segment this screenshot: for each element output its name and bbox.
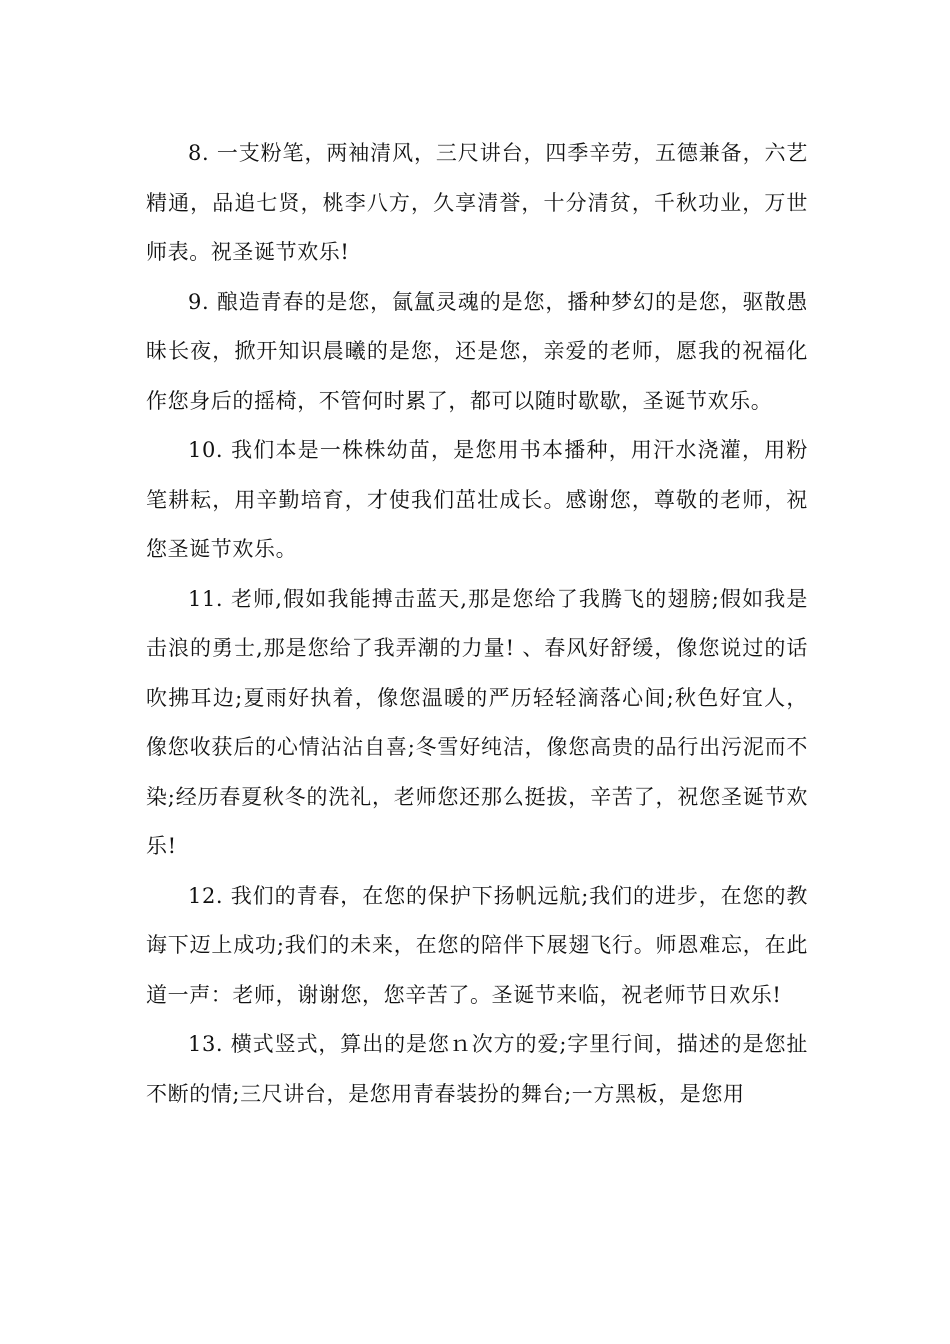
- paragraph-10: 10. 我们本是一株株幼苗，是您用书本播种，用汗水浇灌，用粉笔耕耘，用辛勤培育，才使我们茁壮成长。感谢您，尊敬的老师，祝您圣诞节欢乐。: [146, 438, 808, 561]
- document-body: [146, 129, 808, 1119]
- paragraph-8: 8. 一支粉笔，两袖清风，三尺讲台，四季辛劳，五德兼备，六艺精通，品追七贤，桃李八方，久享清誉，十分清贫，千秋功业，万世师表。祝圣诞节欢乐!: [146, 141, 808, 264]
- paragraph-13: 13. 横式竖式，算出的是您ｎ次方的爱;字里行间，描述的是您扯不断的情;三尺讲台，是您用青春装扮的舞台;一方黑板，是您用: [146, 1032, 808, 1106]
- paragraph-11: 11. 老师,假如我能搏击蓝天,那是您给了我腾飞的翅膀;假如我是击浪的勇士,那是您给了我弄潮的力量! 、春风好舒缓，像您说过的话吹拂耳边;夏雨好执着，像您温暖的严历轻轻滴落心间;秋色好宜人，像您收获后的心情沾沾自喜;冬雪好纯洁，像您高贵的品行出污泥而不染;经历春夏秋冬的洗礼，老师您还那么挺拔，辛苦了，祝您圣诞节欢乐!: [146, 586, 808, 858]
- paragraph-12: 12. 我们的青春，在您的保护下扬帆远航;我们的进步，在您的教诲下迈上成功;我们的未来，在您的陪伴下展翅飞行。师恩难忘，在此道一声：老师，谢谢您，您辛苦了。圣诞节来临，祝老师节日欢乐!: [146, 883, 808, 1007]
- paragraph-9: 9. 酿造青春的是您，氤氲灵魂的是您，播种梦幻的是您，驱散愚昧长夜，掀开知识晨曦的是您，还是您，亲爱的老师，愿我的祝福化作您身后的摇椅，不管何时累了，都可以随时歇歇，圣诞节欢乐。: [146, 289, 808, 413]
